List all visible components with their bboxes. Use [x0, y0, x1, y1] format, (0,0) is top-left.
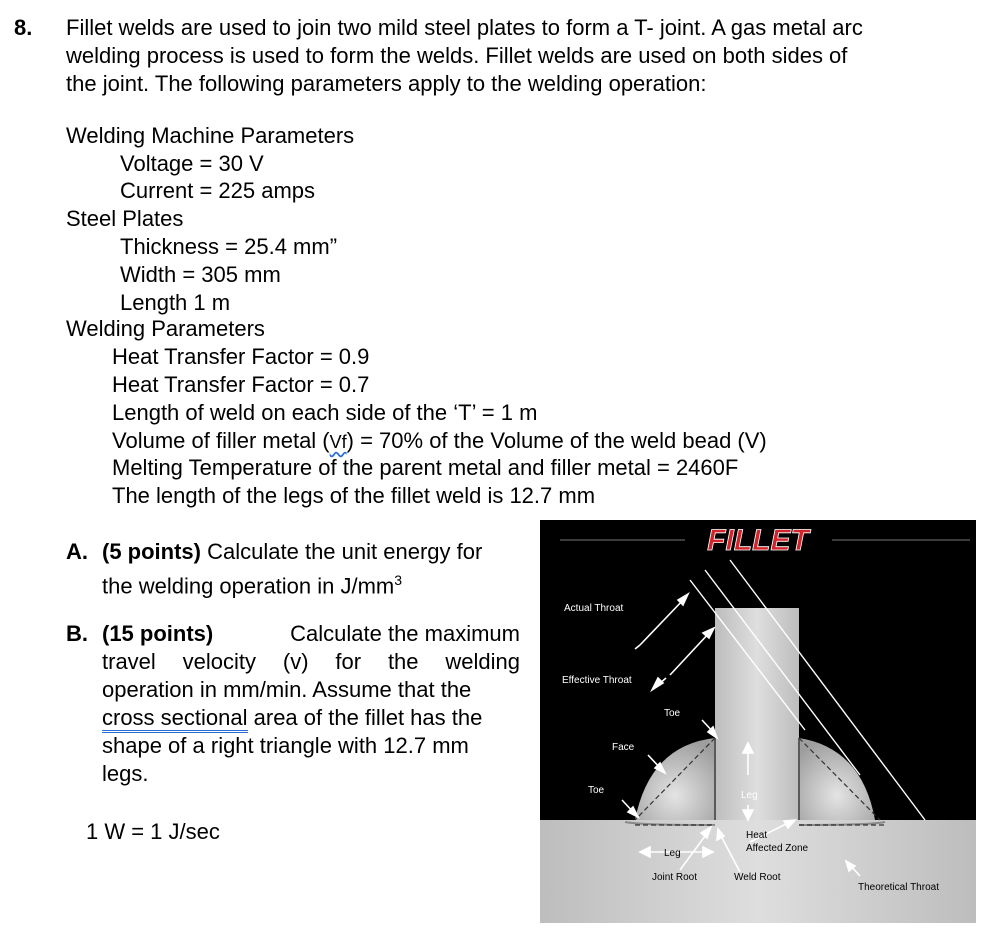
welding-heading: Welding Parameters: [66, 316, 265, 341]
question-b-points: (15 points): [102, 621, 214, 646]
fillet-diagram: [540, 520, 976, 923]
question-b: [102, 620, 520, 788]
diagram-title: FILLET: [707, 524, 809, 557]
question-b-line: legs.: [102, 761, 149, 786]
question-a-points: (5 points): [102, 539, 201, 564]
word: (v): [282, 649, 309, 674]
current-param: Current = 225 amps: [120, 178, 316, 203]
question-a-superscript: 3: [394, 572, 403, 588]
label-effective-throat: Effective Throat: [562, 675, 632, 686]
question-b-line: area of the fillet has the: [247, 705, 483, 730]
intro-line: the joint. The following parameters apply to the welding operation:: [66, 71, 707, 96]
question-a: [102, 538, 483, 599]
melting-param: Melting Temperature of the parent metal and filler metal = 2460F: [112, 455, 739, 480]
label-toe-top: Toe: [664, 708, 681, 719]
weld-length-param: Length of weld on each side of the ‘T’ = 1 m: [112, 400, 538, 425]
label-face: Face: [612, 742, 635, 753]
problem-intro: [66, 14, 863, 98]
label-leg-horizontal: Leg: [664, 848, 681, 859]
label-leg-vertical: Leg: [741, 790, 758, 801]
question-b-label: B.: [66, 621, 88, 646]
plates-heading: Steel Plates: [66, 206, 184, 231]
volume-symbol: Vf: [329, 432, 347, 452]
label-affected-zone: Affected Zone: [746, 843, 809, 854]
problem-number: 8.: [14, 15, 33, 40]
question-b-line: operation in mm/min. Assume that the: [102, 677, 472, 702]
label-weld-root: Weld Root: [734, 872, 781, 883]
question-b-line2: [102, 648, 520, 676]
word: travel: [102, 649, 156, 674]
question-b-line: shape of a right triangle with 12.7 mm: [102, 733, 469, 758]
intro-line: welding process is used to form the welds. Fillet welds are used on both sides of: [66, 43, 848, 68]
label-heat: Heat: [746, 830, 768, 841]
question-a-label: A.: [66, 539, 88, 564]
label-toe-left: Toe: [588, 785, 605, 796]
label-joint-root: Joint Root: [652, 872, 698, 883]
word: the: [387, 649, 419, 674]
width-param: Width = 305 mm: [120, 262, 281, 287]
cross-sectional-underlined: cross sectional: [102, 705, 248, 733]
label-theoretical-throat: Theoretical Throat: [858, 882, 939, 893]
htf1-param: Heat Transfer Factor = 0.9: [112, 344, 370, 369]
length-param: Length 1 m: [120, 290, 231, 315]
word: for: [335, 649, 362, 674]
volume-pre: Volume of filler metal (: [112, 428, 330, 453]
word: welding: [445, 649, 520, 674]
fillet-svg: [540, 520, 976, 923]
volume-param: [112, 427, 767, 456]
machine-heading: Welding Machine Parameters: [66, 123, 355, 148]
volume-post: ) = 70% of the Volume of the weld bead (V): [346, 428, 767, 453]
label-actual-throat: Actual Throat: [564, 603, 624, 614]
htf2-param: Heat Transfer Factor = 0.7: [112, 372, 370, 397]
word: velocity: [182, 649, 257, 674]
question-a-line: the welding operation in J/mm: [102, 573, 395, 599]
intro-line: Fillet welds are used to join two mild steel plates to form a T- joint. A gas metal arc: [66, 15, 863, 40]
question-a-line: Calculate the unit energy for: [207, 539, 483, 564]
question-b-line: Calculate the maximum: [290, 621, 520, 646]
unit-note: 1 W = 1 J/sec: [86, 819, 220, 844]
thickness-param: Thickness = 25.4 mm”: [120, 234, 338, 259]
voltage-param: Voltage = 30 V: [120, 151, 264, 176]
legs-param: The length of the legs of the fillet weld is 12.7 mm: [112, 483, 596, 508]
